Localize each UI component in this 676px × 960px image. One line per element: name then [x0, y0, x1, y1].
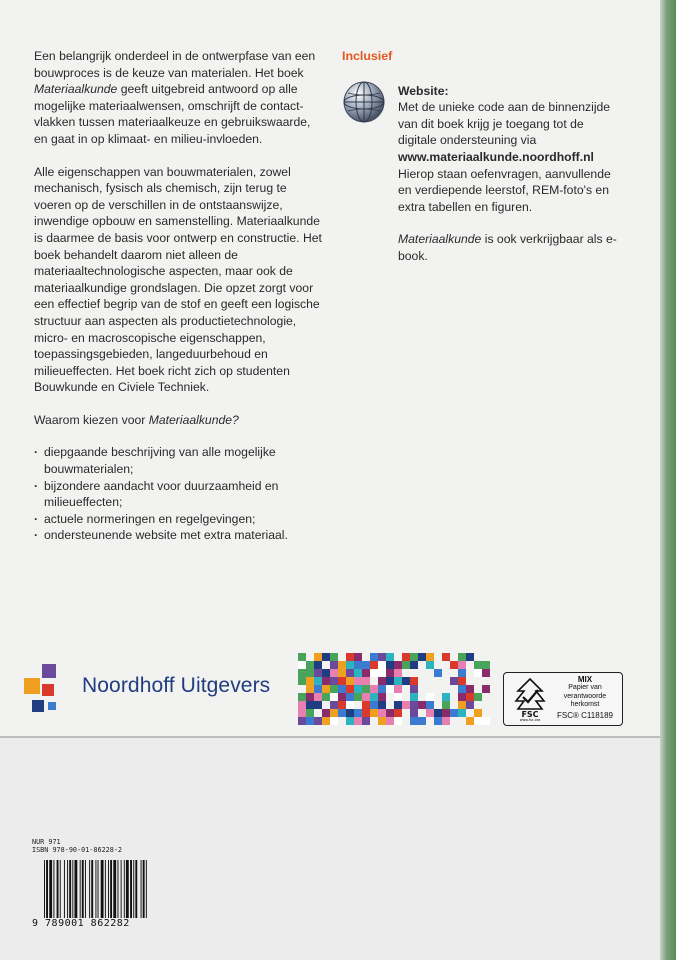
mosaic-tile: [314, 677, 322, 685]
mosaic-tile: [434, 653, 442, 661]
mosaic-tile: [418, 709, 426, 717]
mosaic-tile: [330, 709, 338, 717]
mosaic-tile: [434, 709, 442, 717]
intro-paragraph: Een belangrijk onderdeel in de ontwerpfase van een bouwproces is de keuze van materialen. Het boek Materiaalkunde geeft uitgebreid antwoord op alle mogelijke materiaalwensen, omschrijft de contactvlakken tussen materiaalkeuze en gebruikswaarde, en gaat in op klimaat- en milieu-invloeden.: [34, 49, 316, 146]
mosaic-tile: [370, 693, 378, 701]
mosaic-tile: [426, 701, 434, 709]
mosaic-tile: [458, 717, 466, 725]
mosaic-tile: [402, 677, 410, 685]
mosaic-tile: [298, 709, 306, 717]
mosaic-tile: [434, 693, 442, 701]
mosaic-tile: [442, 693, 450, 701]
mosaic-tile: [314, 685, 322, 693]
mosaic-tile: [402, 653, 410, 661]
mosaic-tile: [322, 701, 330, 709]
mosaic-tile: [346, 685, 354, 693]
mosaic-tile: [338, 669, 346, 677]
mosaic-tile: [330, 693, 338, 701]
mosaic-tile: [402, 661, 410, 669]
mosaic-tile: [450, 717, 458, 725]
barcode-bar: [110, 860, 112, 918]
mosaic-tile: [314, 709, 322, 717]
mosaic-tile: [474, 677, 482, 685]
barcode-bar: [95, 860, 96, 918]
barcode-bar: [46, 860, 48, 918]
mosaic-tile: [386, 685, 394, 693]
publisher-name: Noordhoff Uitgevers: [82, 674, 271, 697]
list-item: · bijzondere aandacht voor duurzaamheid en milieueffecten;: [34, 478, 324, 511]
mosaic-tile: [370, 709, 378, 717]
fsc-tree-check-icon: [510, 677, 550, 721]
mosaic-tile: [346, 717, 354, 725]
mosaic-tile: [442, 669, 450, 677]
mosaic-tile: [378, 717, 386, 725]
mosaic-tile: [482, 653, 490, 661]
mosaic-tile: [410, 677, 418, 685]
mosaic-tile: [322, 661, 330, 669]
mosaic-tile: [362, 677, 370, 685]
barcode-block: [32, 838, 202, 938]
mosaic-tile: [354, 693, 362, 701]
mosaic-tile: [458, 693, 466, 701]
mosaic-tile: [458, 661, 466, 669]
mosaic-tile: [482, 693, 490, 701]
mosaic-tile: [474, 693, 482, 701]
mosaic-tile: [474, 685, 482, 693]
mosaic-tile: [458, 653, 466, 661]
mosaic-tile: [434, 717, 442, 725]
mosaic-tile: [394, 709, 402, 717]
mosaic-tile: [362, 709, 370, 717]
mosaic-tile: [346, 709, 354, 717]
mosaic-tile: [330, 717, 338, 725]
barcode-bar: [98, 860, 99, 918]
fsc-logo-label: FSC: [521, 710, 539, 719]
mosaic-tile: [346, 701, 354, 709]
mosaic-tile: [474, 717, 482, 725]
mosaic-tile: [298, 677, 306, 685]
mosaic-tile: [322, 685, 330, 693]
mosaic-tile: [306, 693, 314, 701]
mosaic-tile: [314, 669, 322, 677]
color-mosaic-decoration: [298, 653, 494, 725]
mosaic-tile: [426, 677, 434, 685]
fsc-text-block: [550, 676, 620, 720]
mosaic-tile: [426, 709, 434, 717]
mosaic-tile: [354, 685, 362, 693]
mosaic-tile: [354, 677, 362, 685]
mosaic-tile: [298, 701, 306, 709]
mosaic-tile: [298, 685, 306, 693]
mosaic-tile: [426, 653, 434, 661]
inclusief-heading: Inclusief: [342, 49, 393, 63]
mosaic-tile: [410, 709, 418, 717]
mosaic-tile: [474, 709, 482, 717]
mosaic-tile: [442, 661, 450, 669]
mosaic-tile: [482, 661, 490, 669]
list-item: · diepgaande beschrijving van alle mogelijke bouwmaterialen;: [34, 444, 324, 477]
mosaic-tile: [354, 653, 362, 661]
mosaic-tile: [362, 661, 370, 669]
mosaic-tile: [474, 669, 482, 677]
mosaic-tile: [450, 677, 458, 685]
mosaic-tile: [354, 701, 362, 709]
mosaic-tile: [418, 685, 426, 693]
isbn-barcode: [44, 860, 200, 920]
mosaic-tile: [394, 653, 402, 661]
mosaic-tile: [378, 661, 386, 669]
barcode-bar: [133, 860, 134, 918]
mosaic-tile: [322, 653, 330, 661]
mosaic-tile: [410, 717, 418, 725]
mosaic-tile: [314, 717, 322, 725]
mosaic-tile: [402, 685, 410, 693]
mosaic-tile: [450, 709, 458, 717]
website-block: [398, 83, 617, 265]
mosaic-tile: [434, 677, 442, 685]
mosaic-tile: [346, 693, 354, 701]
mosaic-tile: [298, 669, 306, 677]
mosaic-tile: [402, 709, 410, 717]
mosaic-tile: [402, 717, 410, 725]
mosaic-tile: [362, 717, 370, 725]
mosaic-tile: [466, 669, 474, 677]
barcode-bar: [82, 860, 84, 918]
mosaic-tile: [450, 693, 458, 701]
mosaic-tile: [466, 677, 474, 685]
mosaic-tile: [362, 701, 370, 709]
mosaic-tile: [434, 661, 442, 669]
mosaic-tile: [306, 661, 314, 669]
barcode-bar: [143, 860, 145, 918]
mosaic-tile: [410, 693, 418, 701]
mosaic-tile: [466, 693, 474, 701]
mosaic-tile: [402, 701, 410, 709]
book-spine-edge: [660, 0, 676, 960]
mosaic-tile: [362, 669, 370, 677]
mosaic-tile: [466, 701, 474, 709]
mosaic-tile: [346, 661, 354, 669]
mosaic-tile: [370, 685, 378, 693]
mosaic-tile: [330, 701, 338, 709]
mosaic-tile: [338, 717, 346, 725]
mosaic-tile: [338, 677, 346, 685]
mosaic-tile: [410, 685, 418, 693]
mosaic-tile: [362, 693, 370, 701]
mosaic-tile: [386, 669, 394, 677]
barcode-bar: [108, 860, 109, 918]
mosaic-tile: [394, 677, 402, 685]
mosaic-tile: [354, 709, 362, 717]
barcode-bar: [74, 860, 77, 918]
mosaic-tile: [330, 685, 338, 693]
mosaic-tile: [298, 693, 306, 701]
mosaic-tile: [474, 661, 482, 669]
barcode-bar: [80, 860, 81, 918]
mosaic-tile: [418, 693, 426, 701]
mosaic-tile: [418, 677, 426, 685]
mosaic-tile: [354, 717, 362, 725]
mosaic-tile: [450, 685, 458, 693]
mosaic-tile: [394, 669, 402, 677]
barcode-bar: [113, 860, 116, 918]
mosaic-tile: [458, 685, 466, 693]
mosaic-tile: [338, 685, 346, 693]
mosaic-tile: [346, 653, 354, 661]
mosaic-tile: [378, 653, 386, 661]
mosaic-tile: [386, 653, 394, 661]
mosaic-tile: [306, 677, 314, 685]
mosaic-tile: [434, 701, 442, 709]
mosaic-tile: [330, 661, 338, 669]
fsc-certification-label: [503, 672, 623, 726]
barcode-bar: [60, 860, 61, 918]
mosaic-tile: [330, 677, 338, 685]
mosaic-tile: [322, 717, 330, 725]
mosaic-tile: [370, 653, 378, 661]
mosaic-tile: [458, 677, 466, 685]
fsc-code: FSC® C118189: [557, 710, 613, 720]
mosaic-tile: [418, 717, 426, 725]
mosaic-tile: [450, 661, 458, 669]
barcode-bar: [124, 860, 125, 918]
mosaic-tile: [450, 669, 458, 677]
mosaic-tile: [410, 653, 418, 661]
mosaic-tile: [306, 709, 314, 717]
mosaic-tile: [394, 685, 402, 693]
properties-paragraph: Alle eigenschappen van bouwmaterialen, zowel mechanisch, fysisch als chemisch, zijn terug te voeren op de verschillen in de ontstaanswijze, inwendige opbouw en samenstelling. Materiaalkunde is daarmee de basis voor ontwerp en constructie. Het boek behandelt daarom niet alleen de materiaaltechnologische aspecten, maar ook de materiaalkundige grondslagen. Die opzet zorgt voor een effectief begrip van de stof en geeft een logische structuur aan aspecten als productietechnologie, micro- en macroscopische eigenschappen, toepassingsgebieden, langeduurbehoud en milieueffecten. Het boek richt zich op studenten Bouwkunde en Civiele Techniek.: [34, 164, 322, 395]
mosaic-tile: [474, 701, 482, 709]
mosaic-tile: [482, 709, 490, 717]
mosaic-tile: [306, 653, 314, 661]
why-question: Waarom kiezen voor Materiaalkunde?: [34, 412, 239, 427]
mosaic-tile: [322, 669, 330, 677]
mosaic-tile: [370, 661, 378, 669]
barcode-bar: [67, 860, 68, 918]
mosaic-tile: [298, 661, 306, 669]
barcode-bar: [57, 860, 59, 918]
mosaic-tile: [314, 693, 322, 701]
mosaic-tile: [314, 653, 322, 661]
mosaic-tile: [466, 653, 474, 661]
publisher-logo: [24, 664, 294, 716]
mosaic-tile: [378, 677, 386, 685]
mosaic-tile: [394, 661, 402, 669]
mosaic-tile: [442, 677, 450, 685]
mosaic-tile: [378, 685, 386, 693]
mosaic-tile: [338, 709, 346, 717]
mosaic-tile: [370, 717, 378, 725]
mosaic-tile: [426, 685, 434, 693]
barcode-bar: [85, 860, 86, 918]
globe-icon: [342, 80, 386, 124]
fsc-logo-url: www.fsc.org: [519, 718, 541, 721]
description-column: [34, 48, 324, 544]
barcode-bar: [49, 860, 52, 918]
fsc-line-1: Papier van: [568, 684, 602, 692]
mosaic-tile: [378, 701, 386, 709]
website-heading: Website:: [398, 83, 449, 98]
mosaic-tile: [346, 669, 354, 677]
mosaic-tile: [418, 669, 426, 677]
barcode-bar: [53, 860, 54, 918]
mosaic-tile: [370, 677, 378, 685]
panel-divider: [0, 736, 660, 738]
list-item: · ondersteunende website met extra materiaal.: [34, 527, 324, 544]
mosaic-tile: [338, 693, 346, 701]
mosaic-tile: [322, 709, 330, 717]
mosaic-tile: [354, 669, 362, 677]
barcode-bar: [118, 860, 119, 918]
noordhoff-squares-icon: [24, 664, 76, 716]
mosaic-tile: [306, 701, 314, 709]
mosaic-tile: [330, 669, 338, 677]
barcode-bar: [126, 860, 129, 918]
mosaic-tile: [402, 669, 410, 677]
barcode-bar: [89, 860, 90, 918]
mosaic-tile: [386, 701, 394, 709]
mosaic-tile: [378, 709, 386, 717]
mosaic-tile: [386, 709, 394, 717]
mosaic-tile: [458, 669, 466, 677]
mosaic-tile: [386, 677, 394, 685]
mosaic-tile: [418, 661, 426, 669]
mosaic-tile: [362, 685, 370, 693]
mosaic-tile: [466, 717, 474, 725]
barcode-bar: [72, 860, 73, 918]
mosaic-tile: [370, 701, 378, 709]
mosaic-tile: [434, 685, 442, 693]
mosaic-tile: [418, 701, 426, 709]
fsc-line-2: verantwoorde herkomst: [563, 692, 607, 709]
mosaic-tile: [434, 669, 442, 677]
mosaic-tile: [386, 717, 394, 725]
website-description-2: Hierop staan oefenvragen, aanvullende en verdiepende leerstof, REM-foto's en extra tabellen en figuren.: [398, 166, 611, 214]
mosaic-tile: [458, 701, 466, 709]
mosaic-tile: [338, 661, 346, 669]
mosaic-tile: [394, 701, 402, 709]
list-item: · actuele normeringen en regelgevingen;: [34, 511, 324, 528]
website-description: Met de unieke code aan de binnenzijde van dit boek krijg je toegang tot de digitale ondersteuning via: [398, 100, 611, 148]
mosaic-tile: [442, 685, 450, 693]
ebook-note: Materiaalkunde is ook verkrijgbaar als e-book.: [398, 232, 617, 263]
mosaic-tile: [442, 701, 450, 709]
mosaic-tile: [314, 701, 322, 709]
mosaic-tile: [378, 669, 386, 677]
barcode-bar: [44, 860, 45, 918]
barcode-bar: [101, 860, 104, 918]
barcode-bar: [146, 860, 147, 918]
fsc-mix: MIX: [577, 675, 593, 684]
mosaic-tile: [426, 669, 434, 677]
mosaic-tile: [394, 717, 402, 725]
barcode-bar: [64, 860, 65, 918]
mosaic-tile: [386, 661, 394, 669]
barcode-bar: [91, 860, 93, 918]
mosaic-tile: [378, 693, 386, 701]
barcode-bar: [141, 860, 142, 918]
barcode-bar: [69, 860, 71, 918]
mosaic-tile: [410, 701, 418, 709]
mosaic-tile: [482, 717, 490, 725]
mosaic-tile: [442, 709, 450, 717]
mosaic-tile: [466, 685, 474, 693]
mosaic-tile: [330, 653, 338, 661]
mosaic-tile: [418, 653, 426, 661]
mosaic-tile: [394, 693, 402, 701]
mosaic-tile: [466, 661, 474, 669]
mosaic-tile: [306, 669, 314, 677]
mosaic-tile: [410, 669, 418, 677]
mosaic-tile: [482, 669, 490, 677]
isbn-code: ISBN 978-90-01-86228-2: [32, 846, 123, 854]
mosaic-tile: [466, 709, 474, 717]
mosaic-tile: [386, 693, 394, 701]
mosaic-tile: [482, 685, 490, 693]
barcode-bar: [121, 860, 122, 918]
mosaic-tile: [306, 685, 314, 693]
mosaic-tile: [402, 693, 410, 701]
mosaic-tile: [338, 653, 346, 661]
mosaic-tile: [362, 653, 370, 661]
mosaic-tile: [458, 709, 466, 717]
barcode-number: 9 789001 862282: [32, 918, 130, 929]
mosaic-tile: [450, 653, 458, 661]
mosaic-tile: [426, 717, 434, 725]
mosaic-tile: [314, 661, 322, 669]
mosaic-tile: [442, 717, 450, 725]
barcode-bar: [135, 860, 137, 918]
mosaic-tile: [482, 677, 490, 685]
mosaic-tile: [474, 653, 482, 661]
mosaic-tile: [346, 677, 354, 685]
barcode-bar: [105, 860, 106, 918]
mosaic-tile: [298, 653, 306, 661]
mosaic-tile: [410, 661, 418, 669]
mosaic-tile: [322, 677, 330, 685]
mosaic-tile: [322, 693, 330, 701]
mosaic-tile: [354, 661, 362, 669]
benefits-list: [34, 444, 324, 544]
barcode-bar: [130, 860, 132, 918]
nur-code: NUR 971: [32, 838, 61, 846]
mosaic-tile: [306, 717, 314, 725]
mosaic-tile: [426, 693, 434, 701]
website-url-link[interactable]: www.materiaalkunde.noordhoff.nl: [398, 149, 594, 164]
mosaic-tile: [442, 653, 450, 661]
mosaic-tile: [298, 717, 306, 725]
mosaic-tile: [482, 701, 490, 709]
mosaic-tile: [370, 669, 378, 677]
mosaic-tile: [338, 701, 346, 709]
inclusief-column: [342, 48, 617, 281]
mosaic-tile: [426, 661, 434, 669]
mosaic-tile: [450, 701, 458, 709]
